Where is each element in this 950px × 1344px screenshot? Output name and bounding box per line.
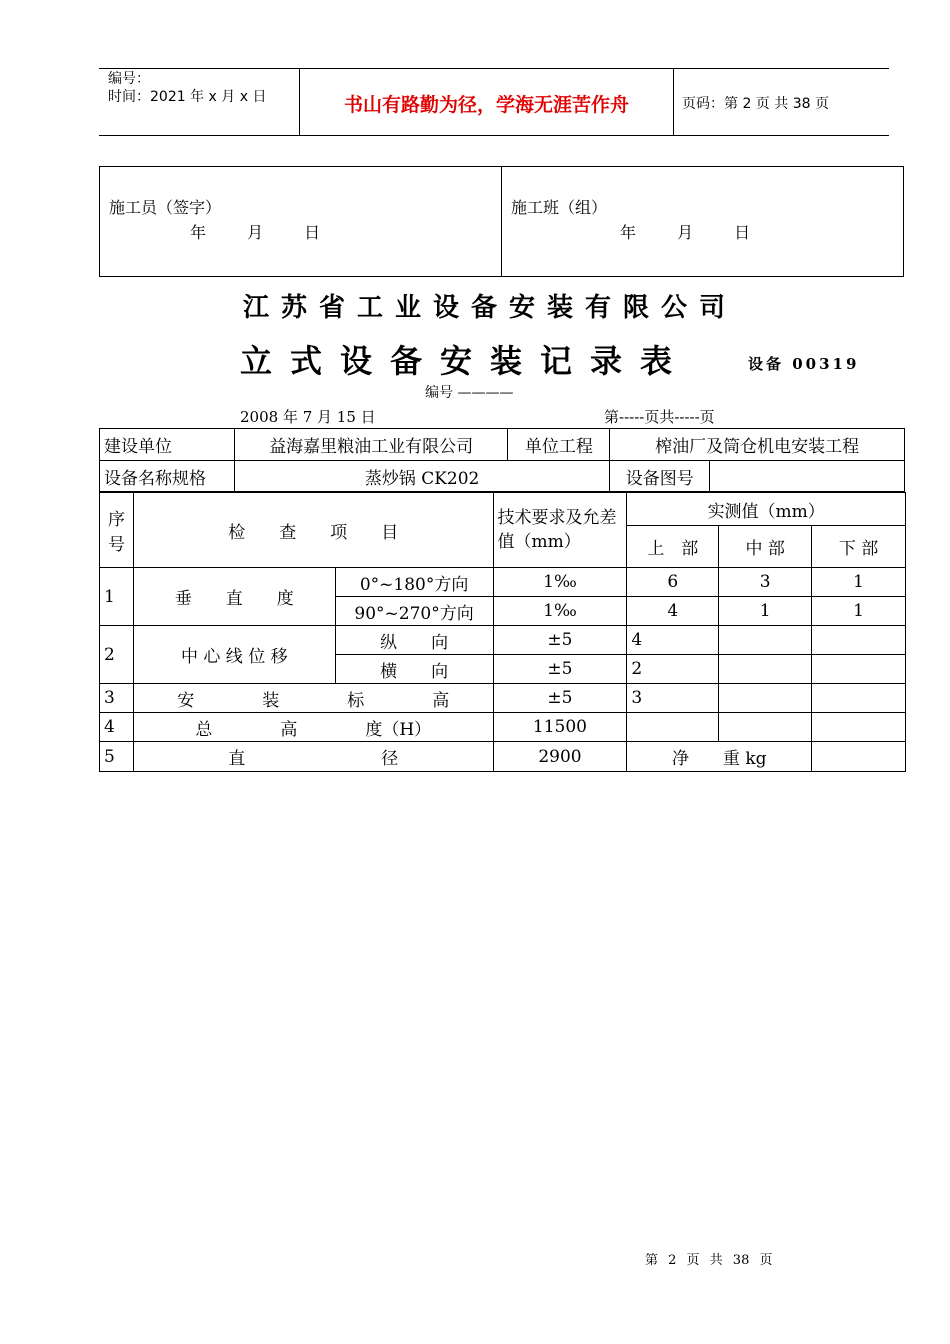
builder-value: 益海嘉里粮油工业有限公司 bbox=[234, 429, 508, 461]
row-number: 5 bbox=[100, 742, 134, 772]
signature-box bbox=[99, 166, 904, 277]
requirement: 1‰ bbox=[493, 597, 627, 626]
value-top: 4 bbox=[627, 626, 719, 655]
requirement: 11500 bbox=[493, 713, 627, 742]
requirement: ±5 bbox=[493, 655, 627, 684]
header-requirement: 技术要求及允差值（mm） bbox=[493, 493, 627, 568]
item-name: 中 心 线 位 移 bbox=[133, 626, 335, 684]
company-title: 江苏省工业设备安装有限公司 bbox=[242, 293, 737, 323]
header-seq: 序号 bbox=[100, 493, 134, 568]
requirement: 2900 bbox=[493, 742, 627, 772]
constructor-date: 年 月 日 bbox=[190, 223, 321, 242]
value-bottom bbox=[812, 684, 906, 713]
info-table bbox=[99, 428, 905, 492]
record-date: 2008 年 7 月 15 日 bbox=[240, 408, 376, 426]
header-top-rule bbox=[99, 68, 889, 69]
sub-item: 横 向 bbox=[335, 655, 493, 684]
unit-value: 榨油厂及筒仓机电安装工程 bbox=[610, 429, 905, 461]
drawing-value bbox=[710, 461, 905, 492]
team-date: 年 月 日 bbox=[620, 223, 751, 242]
value-bottom bbox=[812, 713, 906, 742]
header-item: 检 查 项 目 bbox=[133, 493, 493, 568]
item-name: 垂 直 度 bbox=[133, 568, 335, 626]
value-mid bbox=[719, 713, 812, 742]
value-bottom bbox=[812, 655, 906, 684]
header-bottom-rule bbox=[99, 135, 889, 136]
header-divider bbox=[673, 68, 674, 135]
constructor-signature-label: 施工员（签字） bbox=[109, 198, 222, 217]
inspection-table bbox=[99, 492, 906, 772]
unit-label: 单位工程 bbox=[508, 429, 610, 461]
signature-divider bbox=[501, 167, 502, 276]
header-measured: 实测值（mm） bbox=[627, 493, 906, 526]
equipment-label: 设备名称规格 bbox=[100, 461, 235, 492]
equipment-value: 蒸炒锅 CK202 bbox=[234, 461, 610, 492]
serial-number: 编号 ———— bbox=[425, 385, 514, 401]
page-footer: 第 2 页 共 38 页 bbox=[645, 1253, 773, 1268]
value-top bbox=[627, 713, 719, 742]
item-name: 总 高 度（H） bbox=[133, 713, 493, 742]
motto: 书山有路勤为径，学海无涯苦作舟 bbox=[343, 94, 629, 116]
page-indicator: 页码：第 2 页 共 38 页 bbox=[682, 96, 829, 112]
value-bottom: 1 bbox=[812, 597, 906, 626]
value-mid bbox=[719, 626, 812, 655]
item-name: 安 装 标 高 bbox=[133, 684, 493, 713]
sub-item: 90°~270°方向 bbox=[335, 597, 493, 626]
builder-label: 建设单位 bbox=[100, 429, 235, 461]
header-mid: 中 部 bbox=[719, 526, 812, 568]
drawing-label: 设备图号 bbox=[610, 461, 710, 492]
page-count: 第-----页共-----页 bbox=[604, 408, 715, 426]
form-code: 设备 00319 bbox=[748, 355, 860, 373]
value-mid: 1 bbox=[719, 597, 812, 626]
row-number: 3 bbox=[100, 684, 134, 713]
form-title: 立式设备安装记录表 bbox=[240, 342, 691, 380]
value-mid bbox=[719, 655, 812, 684]
item-name: 直 径 bbox=[133, 742, 493, 772]
value-mid: 3 bbox=[719, 568, 812, 597]
requirement: ±5 bbox=[493, 626, 627, 655]
header-meta bbox=[108, 70, 266, 106]
row-number: 2 bbox=[100, 626, 134, 684]
value-bottom bbox=[812, 626, 906, 655]
requirement: ±5 bbox=[493, 684, 627, 713]
net-weight-label: 净 重 kg bbox=[627, 742, 812, 772]
team-label: 施工班（组） bbox=[511, 198, 608, 217]
serial-label: 编号： bbox=[108, 71, 150, 87]
sub-item: 0°~180°方向 bbox=[335, 568, 493, 597]
value-bottom: 1 bbox=[812, 568, 906, 597]
row-number: 4 bbox=[100, 713, 134, 742]
value-top: 3 bbox=[627, 684, 719, 713]
header-bottom: 下 部 bbox=[812, 526, 906, 568]
value-top: 6 bbox=[627, 568, 719, 597]
value-top: 2 bbox=[627, 655, 719, 684]
value-top: 4 bbox=[627, 597, 719, 626]
header-top: 上 部 bbox=[627, 526, 719, 568]
requirement: 1‰ bbox=[493, 568, 627, 597]
sub-item: 纵 向 bbox=[335, 626, 493, 655]
row-number: 1 bbox=[100, 568, 134, 626]
time-label: 时间：2021 年 x 月 x 日 bbox=[108, 89, 267, 105]
value-mid bbox=[719, 684, 812, 713]
net-weight-value bbox=[812, 742, 906, 772]
